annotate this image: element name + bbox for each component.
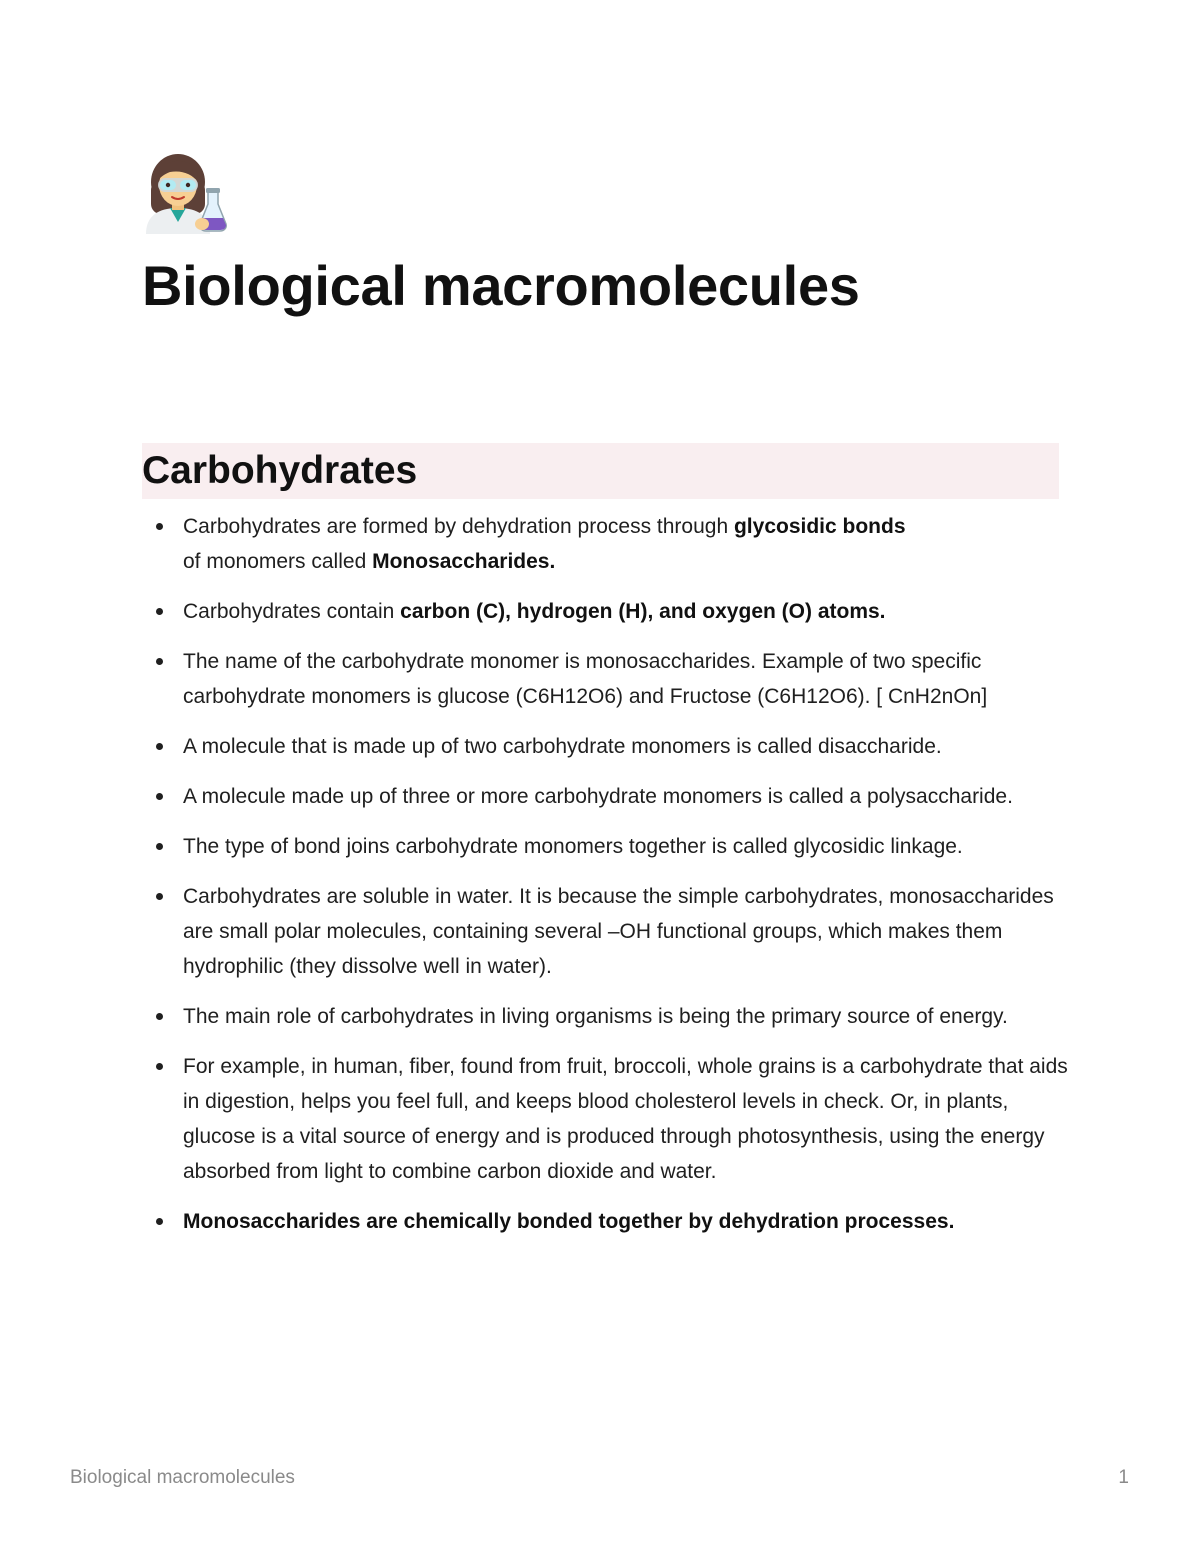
text-run: Carbohydrates contain bbox=[183, 600, 401, 623]
list-item bbox=[142, 644, 1072, 714]
text-run: For example, in human, fiber, found from fruit, broccoli, whole grains is a carbohydrate that aids in digestion, helps you feel full, and keeps blood cholesterol levels in check. Or, in plants, glucose is a vital source of energy and is produced through photosynthesis, using the energy absorbed from light to combine carbon dioxide and water. bbox=[183, 1055, 1068, 1183]
section-heading-text: Carbohydrates bbox=[142, 449, 418, 492]
bold-text-run: Monosaccharides are chemically bonded together by dehydration processes. bbox=[183, 1210, 955, 1233]
text-run: Carbohydrates are soluble in water. It is because the simple carbohydrates, monosaccharides are small polar molecules, containing several –OH functional groups, which makes them hydrophilic (they dissolve well in water). bbox=[183, 885, 1054, 978]
scientist-woman-emoji-icon bbox=[142, 152, 228, 234]
section-heading-carbohydrates bbox=[142, 443, 1059, 499]
carbohydrates-bullet-list bbox=[142, 509, 1072, 1254]
list-item bbox=[142, 999, 1072, 1034]
bold-text-run: Monosaccharides. bbox=[372, 550, 556, 573]
list-item bbox=[142, 829, 1072, 864]
bold-text-run: carbon (C), hydrogen (H), and oxygen (O) atoms. bbox=[400, 600, 886, 623]
list-item bbox=[142, 1049, 1072, 1189]
text-run: of monomers called bbox=[183, 550, 373, 573]
text-run: The name of the carbohydrate monomer is monosaccharides. Example of two specific carbohydrate monomers is glucose (C6H12O6) and Fructose (C6H12O6). [ CnH2nOn] bbox=[183, 650, 988, 708]
list-item bbox=[142, 879, 1072, 984]
text-run: A molecule made up of three or more carbohydrate monomers is called a polysaccharide. bbox=[183, 785, 1013, 808]
bold-text-run: glycosidic bbox=[733, 515, 837, 538]
list-item bbox=[142, 729, 1072, 764]
text-run: A molecule that is made up of two carbohydrate monomers is called disaccharide. bbox=[183, 735, 942, 758]
list-item bbox=[142, 594, 1072, 629]
list-item bbox=[142, 509, 928, 579]
list-item bbox=[142, 1204, 1072, 1239]
footer-document-title: Biological macromolecules bbox=[70, 1467, 295, 1488]
footer-page-number: 1 bbox=[1118, 1467, 1129, 1488]
list-item bbox=[142, 779, 1072, 814]
text-run: Carbohydrates are formed by dehydration process through bbox=[183, 515, 734, 538]
text-run: The type of bond joins carbohydrate monomers together is called glycosidic linkage. bbox=[183, 835, 963, 858]
page-title: Biological macromolecules bbox=[142, 254, 860, 317]
text-run: The main role of carbohydrates in living organisms is being the primary source of energy. bbox=[183, 1005, 1008, 1028]
bold-text-run: bonds bbox=[842, 515, 906, 538]
